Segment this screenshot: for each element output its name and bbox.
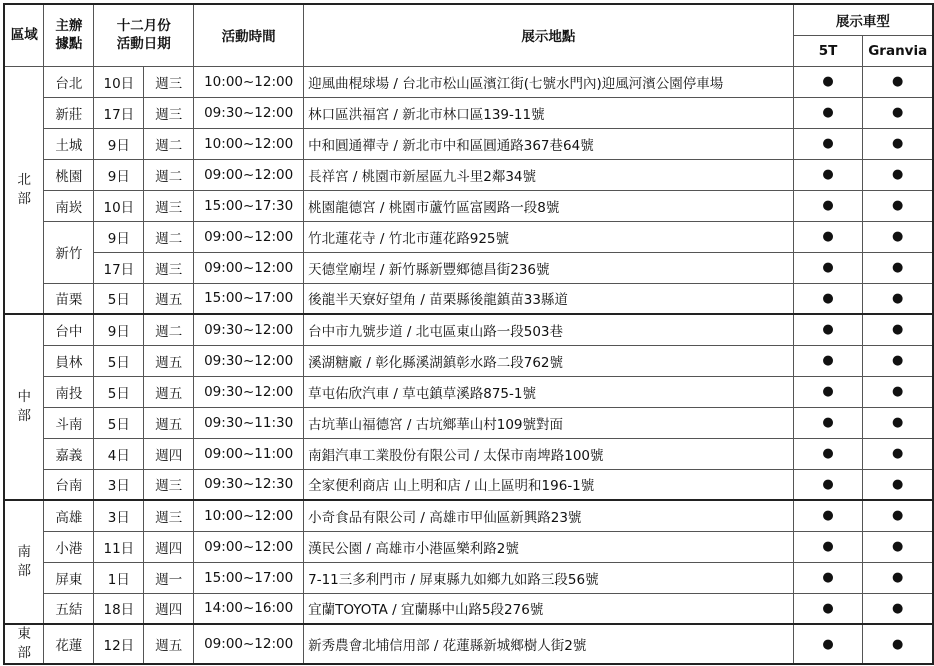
host-cell: 五結 — [44, 593, 94, 624]
model-5t-dot: ● — [793, 283, 863, 314]
host-cell: 斗南 — [44, 407, 94, 438]
host-cell: 嘉義 — [44, 438, 94, 469]
weekday-cell: 週五 — [144, 345, 194, 376]
model-5t-dot: ● — [793, 593, 863, 624]
location-cell: 南錩汽車工業股份有限公司 / 太保市南埤路100號 — [304, 438, 794, 469]
day-cell: 10日 — [94, 66, 144, 97]
location-cell: 全家便利商店 山上明和店 / 山上區明和196-1號 — [304, 469, 794, 500]
model-granvia-dot: ● — [863, 252, 933, 283]
location-cell: 漢民公園 / 高雄市小港區樂利路2號 — [304, 531, 794, 562]
time-cell: 09:30~12:00 — [194, 314, 304, 345]
location-cell: 長祥宮 / 桃園市新屋區九斗里2鄰34號 — [304, 159, 794, 190]
table-row — [4, 624, 933, 664]
host-cell: 員林 — [44, 345, 94, 376]
header-model-granvia: Granvia — [863, 35, 933, 66]
model-granvia-dot: ● — [863, 376, 933, 407]
host-cell: 台中 — [44, 314, 94, 345]
weekday-cell: 週五 — [144, 376, 194, 407]
weekday-cell: 週二 — [144, 128, 194, 159]
model-5t-dot: ● — [793, 345, 863, 376]
host-cell: 高雄 — [44, 500, 94, 531]
day-cell: 17日 — [94, 97, 144, 128]
day-cell: 3日 — [94, 500, 144, 531]
location-cell: 天德堂廟埕 / 新竹縣新豐鄉德昌街236號 — [304, 252, 794, 283]
table-row — [4, 314, 933, 345]
host-cell: 新莊 — [44, 97, 94, 128]
host-cell: 土城 — [44, 128, 94, 159]
day-cell: 5日 — [94, 283, 144, 314]
host-cell: 南投 — [44, 376, 94, 407]
model-5t-dot: ● — [793, 252, 863, 283]
host-cell: 台南 — [44, 469, 94, 500]
schedule-body — [4, 66, 933, 664]
weekday-cell: 週五 — [144, 624, 194, 664]
weekday-cell: 週四 — [144, 531, 194, 562]
model-5t-dot: ● — [793, 469, 863, 500]
location-cell: 小奇食品有限公司 / 高雄市甲仙區新興路23號 — [304, 500, 794, 531]
weekday-cell: 週四 — [144, 438, 194, 469]
host-cell: 台北 — [44, 66, 94, 97]
table-row — [4, 562, 933, 593]
model-5t-dot: ● — [793, 407, 863, 438]
time-cell: 15:00~17:00 — [194, 283, 304, 314]
model-granvia-dot: ● — [863, 469, 933, 500]
day-cell: 5日 — [94, 345, 144, 376]
time-cell: 09:00~12:00 — [194, 221, 304, 252]
time-cell: 10:00~12:00 — [194, 128, 304, 159]
model-5t-dot: ● — [793, 376, 863, 407]
header-time: 活動時間 — [194, 4, 304, 66]
schedule-table — [3, 3, 934, 665]
location-cell: 新秀農會北埔信用部 / 花蓮縣新城鄉樹人街2號 — [304, 624, 794, 664]
location-cell: 迎風曲棍球場 / 台北市松山區濱江街(七號水門內)迎風河濱公園停車場 — [304, 66, 794, 97]
table-row — [4, 128, 933, 159]
table-row — [4, 345, 933, 376]
time-cell: 09:30~12:00 — [194, 345, 304, 376]
weekday-cell: 週二 — [144, 159, 194, 190]
table-row — [4, 593, 933, 624]
location-cell: 林口區洪福宮 / 新北市林口區139-11號 — [304, 97, 794, 128]
model-5t-dot: ● — [793, 128, 863, 159]
model-granvia-dot: ● — [863, 407, 933, 438]
time-cell: 10:00~12:00 — [194, 500, 304, 531]
table-row — [4, 159, 933, 190]
time-cell: 09:30~11:30 — [194, 407, 304, 438]
weekday-cell: 週四 — [144, 593, 194, 624]
day-cell: 10日 — [94, 190, 144, 221]
header-date — [94, 4, 194, 66]
day-cell: 9日 — [94, 159, 144, 190]
model-granvia-dot: ● — [863, 624, 933, 664]
model-granvia-dot: ● — [863, 159, 933, 190]
region-label: 東 部 — [4, 624, 44, 664]
host-cell: 屏東 — [44, 562, 94, 593]
host-cell: 小港 — [44, 531, 94, 562]
location-cell: 後龍半天寮好望角 / 苗栗縣後龍鎮苗33縣道 — [304, 283, 794, 314]
table-row — [4, 252, 933, 283]
time-cell: 09:00~11:00 — [194, 438, 304, 469]
day-cell: 5日 — [94, 407, 144, 438]
model-granvia-dot: ● — [863, 97, 933, 128]
location-cell: 溪湖糖廠 / 彰化縣溪湖鎮彰水路二段762號 — [304, 345, 794, 376]
day-cell: 3日 — [94, 469, 144, 500]
day-cell: 9日 — [94, 314, 144, 345]
time-cell: 09:30~12:00 — [194, 97, 304, 128]
model-granvia-dot: ● — [863, 438, 933, 469]
table-row — [4, 221, 933, 252]
time-cell: 09:30~12:00 — [194, 376, 304, 407]
model-5t-dot: ● — [793, 159, 863, 190]
location-cell: 竹北蓮花寺 / 竹北市蓮花路925號 — [304, 221, 794, 252]
location-cell: 中和圓通禪寺 / 新北市中和區圓通路367巷64號 — [304, 128, 794, 159]
model-5t-dot: ● — [793, 66, 863, 97]
weekday-cell: 週五 — [144, 283, 194, 314]
day-cell: 4日 — [94, 438, 144, 469]
day-cell: 12日 — [94, 624, 144, 664]
table-row — [4, 407, 933, 438]
day-cell: 11日 — [94, 531, 144, 562]
table-row — [4, 438, 933, 469]
day-cell: 5日 — [94, 376, 144, 407]
weekday-cell: 週五 — [144, 407, 194, 438]
host-cell: 苗栗 — [44, 283, 94, 314]
weekday-cell: 週二 — [144, 314, 194, 345]
model-granvia-dot: ● — [863, 221, 933, 252]
time-cell: 15:00~17:00 — [194, 562, 304, 593]
table-row — [4, 97, 933, 128]
table-row — [4, 283, 933, 314]
weekday-cell: 週二 — [144, 221, 194, 252]
weekday-cell: 週三 — [144, 252, 194, 283]
time-cell: 09:00~12:00 — [194, 531, 304, 562]
header-host — [44, 4, 94, 66]
table-row — [4, 531, 933, 562]
host-cell: 花蓮 — [44, 624, 94, 664]
weekday-cell: 週一 — [144, 562, 194, 593]
model-granvia-dot: ● — [863, 593, 933, 624]
host-cell: 新竹 — [44, 221, 94, 283]
model-5t-dot: ● — [793, 624, 863, 664]
day-cell: 1日 — [94, 562, 144, 593]
model-granvia-dot: ● — [863, 531, 933, 562]
model-granvia-dot: ● — [863, 66, 933, 97]
weekday-cell: 週三 — [144, 190, 194, 221]
model-granvia-dot: ● — [863, 345, 933, 376]
model-granvia-dot: ● — [863, 283, 933, 314]
host-cell: 桃園 — [44, 159, 94, 190]
model-5t-dot: ● — [793, 562, 863, 593]
table-row — [4, 66, 933, 97]
table-row — [4, 376, 933, 407]
location-cell: 台中市九號步道 / 北屯區東山路一段503巷 — [304, 314, 794, 345]
location-cell: 宜蘭TOYOTA / 宜蘭縣中山路5段276號 — [304, 593, 794, 624]
model-granvia-dot: ● — [863, 190, 933, 221]
model-5t-dot: ● — [793, 531, 863, 562]
header-date-text: 十二月份 活動日期 — [116, 18, 171, 53]
time-cell: 15:00~17:30 — [194, 190, 304, 221]
time-cell: 14:00~16:00 — [194, 593, 304, 624]
region-label: 南 部 — [4, 500, 44, 624]
time-cell: 09:00~12:00 — [194, 252, 304, 283]
location-cell: 桃園龍德宮 / 桃園市蘆竹區富國路一段8號 — [304, 190, 794, 221]
model-granvia-dot: ● — [863, 500, 933, 531]
model-granvia-dot: ● — [863, 128, 933, 159]
model-5t-dot: ● — [793, 438, 863, 469]
header-region: 區域 — [4, 4, 44, 66]
time-cell: 09:00~12:00 — [194, 159, 304, 190]
weekday-cell: 週三 — [144, 469, 194, 500]
location-cell: 古坑華山福德宮 / 古坑鄉華山村109號對面 — [304, 407, 794, 438]
time-cell: 10:00~12:00 — [194, 66, 304, 97]
table-row — [4, 190, 933, 221]
day-cell: 9日 — [94, 221, 144, 252]
table-row — [4, 500, 933, 531]
weekday-cell: 週三 — [144, 97, 194, 128]
model-5t-dot: ● — [793, 221, 863, 252]
location-cell: 草屯佑欣汽車 / 草屯鎮草溪路875-1號 — [304, 376, 794, 407]
table-row — [4, 469, 933, 500]
header-host-text: 主辦 據點 — [55, 18, 83, 53]
model-granvia-dot: ● — [863, 562, 933, 593]
model-5t-dot: ● — [793, 314, 863, 345]
header-location: 展示地點 — [304, 4, 794, 66]
location-cell: 7-11三多利門市 / 屏東縣九如鄉九如路三段56號 — [304, 562, 794, 593]
weekday-cell: 週三 — [144, 500, 194, 531]
header-models: 展示車型 — [793, 4, 933, 35]
host-cell: 南崁 — [44, 190, 94, 221]
weekday-cell: 週三 — [144, 66, 194, 97]
region-label: 北 部 — [4, 66, 44, 314]
region-label: 中 部 — [4, 314, 44, 500]
day-cell: 17日 — [94, 252, 144, 283]
day-cell: 9日 — [94, 128, 144, 159]
time-cell: 09:30~12:30 — [194, 469, 304, 500]
time-cell: 09:00~12:00 — [194, 624, 304, 664]
model-granvia-dot: ● — [863, 314, 933, 345]
day-cell: 18日 — [94, 593, 144, 624]
model-5t-dot: ● — [793, 190, 863, 221]
model-5t-dot: ● — [793, 97, 863, 128]
header-model-5t: 5T — [793, 35, 863, 66]
model-5t-dot: ● — [793, 500, 863, 531]
